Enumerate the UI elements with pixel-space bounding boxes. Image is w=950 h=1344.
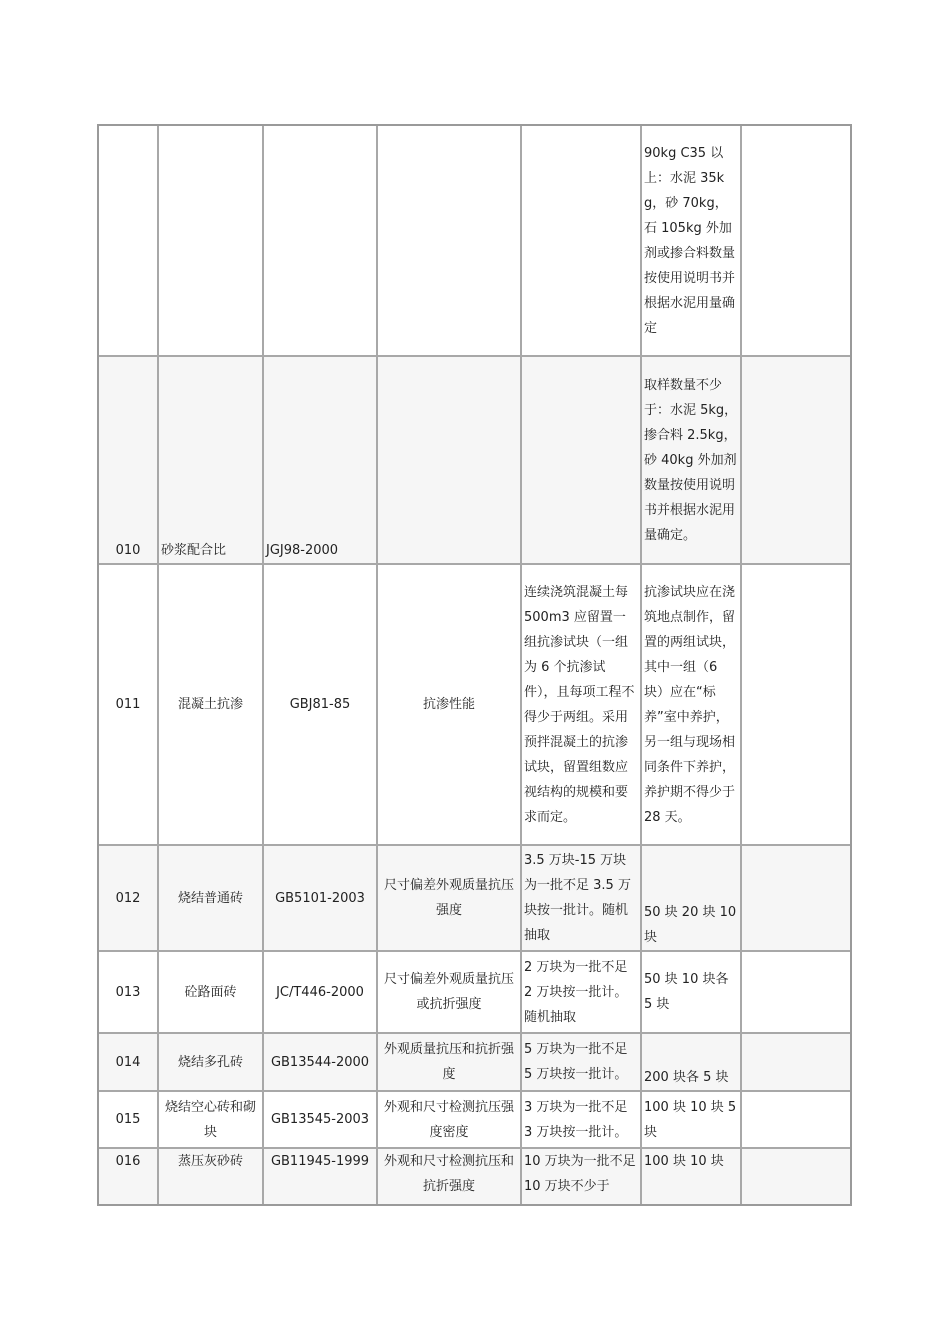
row-batch: 连续浇筑混凝土每 500m3 应留置一组抗渗试块（一组为 6 个抗渗试件），且每项工程不得少于两组。采用预拌混凝土的抗渗试块，留置组数应视结构的规模和要求而定。: [522, 565, 642, 846]
row-name: [159, 126, 264, 357]
row-remark: [742, 952, 850, 1034]
row-no: 014: [99, 1034, 159, 1092]
row-batch: 5 万块为一批不足 5 万块按一批计。: [522, 1034, 642, 1092]
row-batch: 3.5 万块-15 万块为一批不足 3.5 万块按一批计。随机抽取: [522, 846, 642, 952]
row-no: [99, 126, 159, 357]
row-name: 烧结多孔砖: [159, 1034, 264, 1092]
row-item: 外观和尺寸检测抗压和抗折强度: [378, 1149, 522, 1204]
row-sampling: 90kg C35 以上：水泥 35kg，砂 70kg，石 105kg 外加剂或掺合料数量按使用说明书并根据水泥用量确定: [642, 126, 742, 357]
row-sampling: 200 块各 5 块: [642, 1034, 742, 1092]
row-remark: [742, 1034, 850, 1092]
row-sampling: 50 块 20 块 10 块: [642, 846, 742, 952]
row-no: 013: [99, 952, 159, 1034]
row-item: [378, 357, 522, 565]
row-sampling: 取样数量不少于：水泥 5kg，掺合料 2.5kg，砂 40kg 外加剂数量按使用说明书并根据水泥用量确定。: [642, 357, 742, 565]
row-item: [378, 126, 522, 357]
row-remark: [742, 846, 850, 952]
row-standard: GB11945-1999: [264, 1149, 378, 1204]
table-row: [99, 1034, 850, 1092]
row-sampling: 100 块 10 块: [642, 1149, 742, 1204]
row-no: 011: [99, 565, 159, 846]
row-batch: 3 万块为一批不足 3 万块按一批计。: [522, 1092, 642, 1149]
row-remark: [742, 1149, 850, 1204]
row-no: 012: [99, 846, 159, 952]
row-sampling: 抗渗试块应在浇筑地点制作，留置的两组试块，其中一组（6 块）应在“标养”室中养护，另一组与现场相同条件下养护，养护期不得少于 28 天。: [642, 565, 742, 846]
table-row: [99, 846, 850, 952]
row-item: 外观和尺寸检测抗压强度密度: [378, 1092, 522, 1149]
row-item: 外观质量抗压和抗折强度: [378, 1034, 522, 1092]
row-name: 混凝土抗渗: [159, 565, 264, 846]
table-row: [99, 1149, 850, 1204]
row-remark: [742, 565, 850, 846]
row-remark: [742, 126, 850, 357]
row-standard: GB13544-2000: [264, 1034, 378, 1092]
table-row: [99, 126, 850, 357]
row-name: 蒸压灰砂砖: [159, 1149, 264, 1204]
row-standard: GB5101-2003: [264, 846, 378, 952]
row-no: 010: [99, 357, 159, 565]
row-no: 015: [99, 1092, 159, 1149]
row-sampling: 100 块 10 块 5 块: [642, 1092, 742, 1149]
row-standard: [264, 126, 378, 357]
row-item: 抗渗性能: [378, 565, 522, 846]
row-no: 016: [99, 1149, 159, 1204]
table-row: [99, 357, 850, 565]
table-row: [99, 1092, 850, 1149]
row-standard: JGJ98-2000: [264, 357, 378, 565]
row-name: 砂浆配合比: [159, 357, 264, 565]
table: [99, 126, 850, 1204]
row-standard: GBJ81-85: [264, 565, 378, 846]
row-batch: [522, 357, 642, 565]
row-batch: 2 万块为一批不足 2 万块按一批计。随机抽取: [522, 952, 642, 1034]
row-item: 尺寸偏差外观质量抗压或抗折强度: [378, 952, 522, 1034]
row-item: 尺寸偏差外观质量抗压强度: [378, 846, 522, 952]
row-name: 烧结普通砖: [159, 846, 264, 952]
table-row: [99, 952, 850, 1034]
specimen-table: [97, 124, 852, 1206]
row-remark: [742, 357, 850, 565]
row-name: 烧结空心砖和砌块: [159, 1092, 264, 1149]
table-row: [99, 565, 850, 846]
row-name: 砼路面砖: [159, 952, 264, 1034]
row-batch: 10 万块为一批不足 10 万块不少于: [522, 1149, 642, 1204]
row-batch: [522, 126, 642, 357]
row-remark: [742, 1092, 850, 1149]
row-sampling: 50 块 10 块各 5 块: [642, 952, 742, 1034]
row-standard: JC/T446-2000: [264, 952, 378, 1034]
row-standard: GB13545-2003: [264, 1092, 378, 1149]
